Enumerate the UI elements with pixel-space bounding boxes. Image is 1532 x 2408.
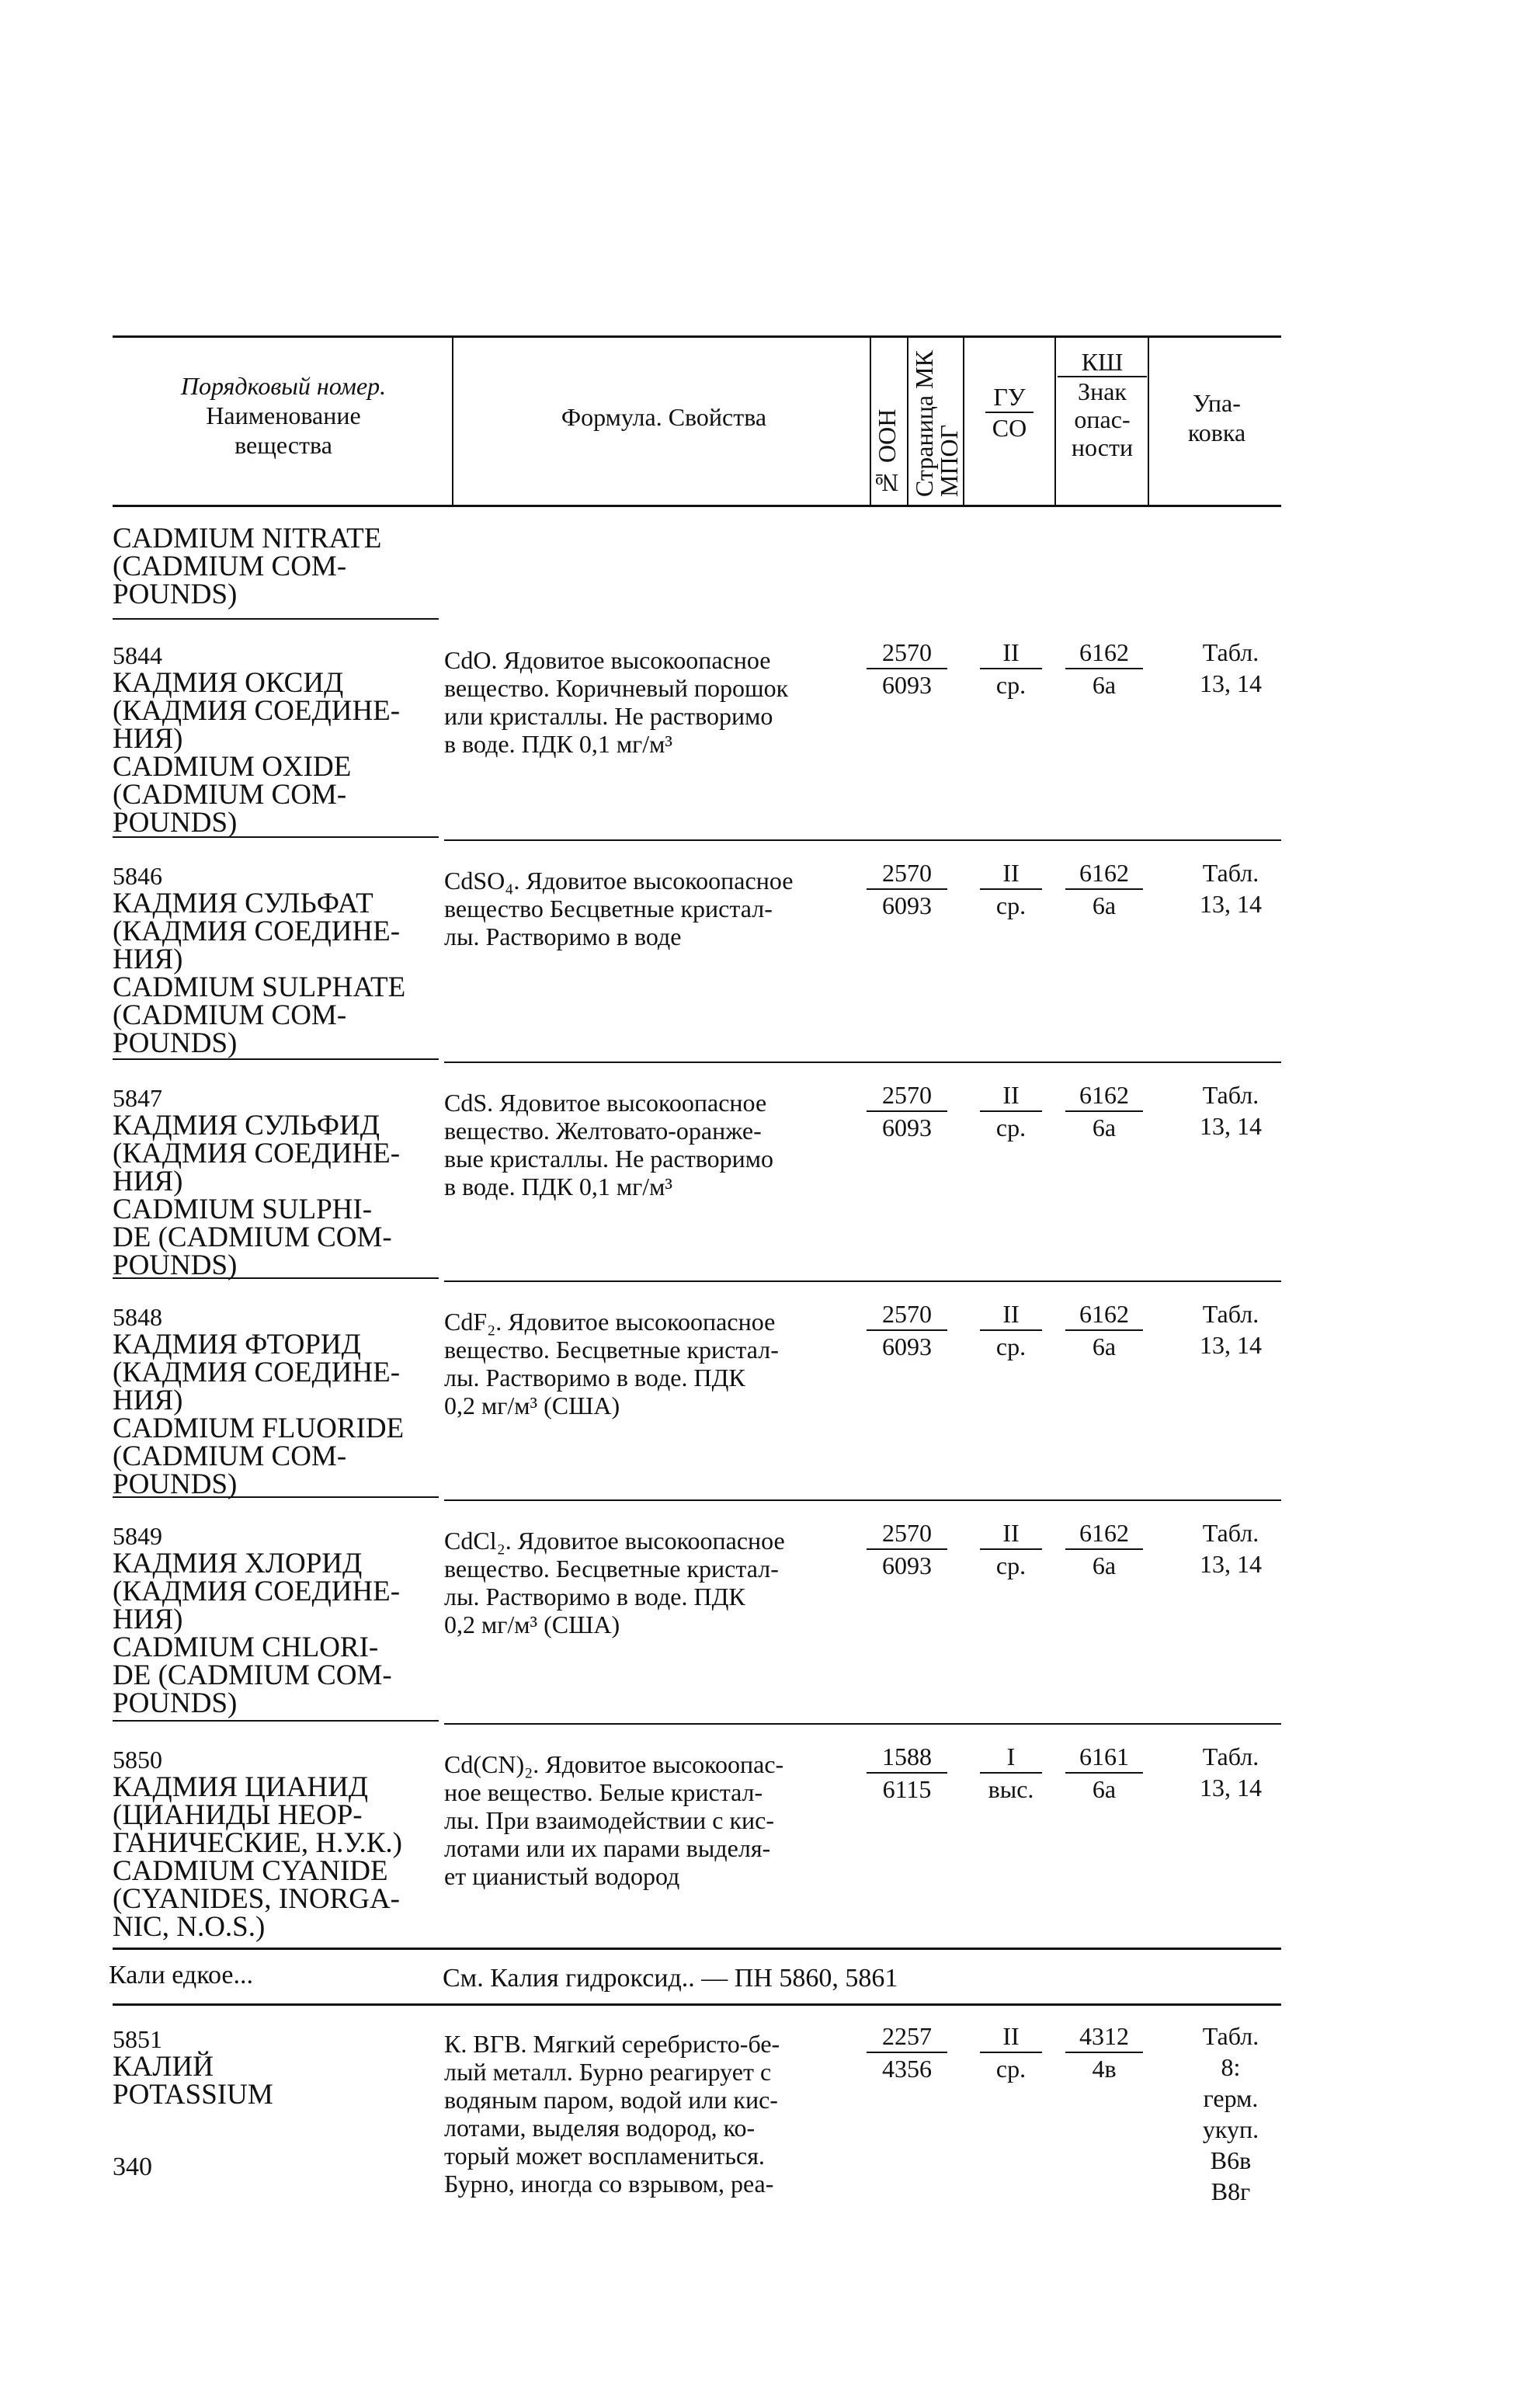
packing-line: Табл. [1202,1300,1259,1328]
co-value: ср. [995,671,1027,699]
entry-description-line: Бурно, иногда со взрывом, реа- [444,2170,774,2198]
crossref-top-rule [113,1948,1281,1950]
header-sign-line: ности [1071,433,1134,461]
entry-name [113,641,439,837]
entry-rule-long [444,1280,1281,1282]
un-page-fraction [867,1298,947,1362]
packing-line: Табл. [1202,859,1259,887]
header-col-name-italic: Порядковый номер. [180,372,387,400]
entry-name-line: КАЛИЙ [113,2051,214,2083]
entry-number: 5849 [113,1522,162,1550]
un-page-fraction [867,2021,947,2084]
entry-name-line: КАДМИЯ ХЛОРИД [113,1548,363,1579]
hazard-sign: 6а [1092,1114,1117,1141]
packing-line: 13, 14 [1200,1550,1262,1578]
gu-co-fraction [980,1741,1042,1805]
un-page-fraction [867,1741,947,1805]
un-number: 2570 [867,637,947,669]
entry-description-line: вещество. Бесцветные кристал- [444,1555,779,1583]
gu-value: I [980,1741,1042,1774]
packing [1172,637,1289,699]
entry-name [113,2025,439,2109]
header-sign-line: опас- [1074,405,1131,433]
entry-name-line: (CYANIDES, INORGA- [113,1883,400,1915]
entry-name-line: КАДМИЯ ФТОРИД [113,1329,361,1360]
header-pack-line: ковка [1187,419,1246,447]
header-kem: КШ [1058,348,1147,377]
entry-name-line: (CADMIUM COM- [113,1440,347,1472]
entry-description [444,646,867,758]
gu-value: II [980,637,1042,669]
crossref-text: См. Калия гидроксид.. — ПН 5860, 5861 [443,1964,898,1993]
kem-sign-fraction [1065,2021,1143,2084]
mk-page: 6093 [882,1551,932,1579]
gu-value: II [980,1079,1042,1112]
entry-name-line: КАДМИЯ ЦИАНИД [113,1771,369,1803]
entry-number: 5847 [113,1084,162,1112]
entry-description-line: вые кристаллы. Не растворимо [444,1145,773,1173]
header-divider [452,335,453,505]
packing-line: 8: [1221,2053,1241,2081]
entry-rule [113,618,439,620]
packing [1172,1517,1289,1579]
entry-description-line: вещество Бесцветные кристал- [444,895,773,923]
un-number: 2570 [867,1298,947,1331]
entry-name-line: POTASSIUM [113,2079,273,2111]
header-col-formula: Формула. Свойства [561,403,767,431]
entry-name [113,862,439,1058]
entry-description [444,867,867,950]
un-number: 1588 [867,1741,947,1774]
entry-name [113,1746,439,1941]
packing-line: Табл. [1202,1743,1259,1770]
packing-line: 13, 14 [1200,890,1262,918]
mk-page: 6093 [882,1114,932,1141]
packing-line: В6в [1210,2146,1252,2174]
entry-description-line: в воде. ПДК 0,1 мг/м³ [444,1173,672,1201]
entry-description [444,1089,867,1201]
co-value: ср. [995,1114,1027,1141]
entry-name-line: NIC, N.O.S.) [113,1911,266,1943]
header-gu: ГУ [985,382,1033,413]
entry-description-line: торый может воспламениться. [444,2142,765,2170]
entry-description-line: Cd(CN)₂. Ядовитое высокоопас- [444,1750,784,1778]
entry-description-line: лы. Растворимо в воде [444,923,682,950]
entry-description-line: 0,2 мг/м³ (США) [444,1392,620,1419]
entry-description-line: в воде. ПДК 0,1 мг/м³ [444,730,672,758]
mk-page: 6115 [882,1775,932,1803]
kem-value: 6162 [1065,637,1143,669]
header-sign-line: Знак [1078,377,1127,405]
entry-name-line: DE (CADMIUM COM- [113,1659,392,1691]
entry-name-line: POUNDS) [113,1249,238,1281]
entry-description-line: лы. Растворимо в воде. ПДК [444,1583,745,1611]
packing-line: Табл. [1202,638,1259,666]
kem-value: 4312 [1065,2021,1143,2053]
continuation-line: POUNDS) [113,579,238,610]
kem-sign-fraction [1065,1517,1143,1581]
gu-co-fraction [980,1298,1042,1362]
entry-name-line: (КАДМИЯ СОЕДИНЕ- [113,916,401,947]
entry-rule-short [113,1496,439,1498]
gu-co-fraction [980,637,1042,700]
header-col-pack [1151,388,1283,447]
entry-name-line: КАДМИЯ СУЛЬФИД [113,1110,380,1141]
entry-name-line: (КАДМИЯ СОЕДИНЕ- [113,1357,401,1388]
header-pack-line: Упа- [1193,389,1241,417]
entry-description-line: вещество. Коричневый порошок [444,674,789,702]
packing-line: 13, 14 [1200,669,1262,697]
co-value: ср. [995,2055,1027,2083]
entry-description-line: ет цианистый водород [444,1862,680,1890]
entry-number: 5844 [113,641,162,669]
un-page-fraction [867,857,947,921]
entry-name-line: НИЯ) [113,723,183,755]
hazard-sign: 6а [1092,891,1117,919]
kem-sign-fraction [1065,637,1143,700]
entry-name-line: DE (CADMIUM COM- [113,1221,392,1253]
entry-name-line: CADMIUM CHLORI- [113,1631,379,1663]
mk-page: 6093 [882,671,932,699]
header-col-gu [967,382,1052,443]
entry-name-line: КАДМИЯ СУЛЬФАТ [113,888,373,919]
entry-rule-short [113,1720,439,1722]
packing [1172,1741,1289,1803]
gu-co-fraction [980,857,1042,921]
entry-name-line: ГАНИЧЕСКИЕ, Н.У.К.) [113,1827,402,1859]
entry-rule-short [113,1277,439,1279]
packing-line: 13, 14 [1200,1774,1262,1802]
entry-description-line: ное вещество. Белые кристал- [444,1778,763,1806]
entry-name-line: CADMIUM FLUORIDE [113,1412,405,1444]
entry-description-line: лотами или их парами выделя- [444,1834,771,1862]
entry-description-line: лотами, выделяя водород, ко- [444,2114,756,2142]
kem-sign-fraction [1065,857,1143,921]
gu-value: II [980,2021,1042,2053]
entry-name-line: НИЯ) [113,1166,183,1197]
un-number: 2570 [867,1517,947,1550]
entry-description-line: вещество. Бесцветные кристал- [444,1336,779,1364]
entry-rule-long [444,839,1281,841]
hazard-sign: 6а [1092,671,1117,699]
entry-description-line: лый металл. Бурно реагирует с [444,2058,772,2086]
entry-description-line: 0,2 мг/м³ (США) [444,1611,620,1638]
gu-value: II [980,1298,1042,1331]
kem-sign-fraction [1065,1079,1143,1143]
entry-number: 5848 [113,1303,162,1331]
entry-description [444,2030,867,2198]
continuation-line: CADMIUM NITRATE [113,523,382,554]
entry-description-line: CdO. Ядовитое высокоопасное [444,646,771,674]
kem-value: 6162 [1065,1079,1143,1112]
entry-name-line: CADMIUM SULPHATE [113,971,406,1003]
entry-rule-long [444,1062,1281,1063]
mk-page: 6093 [882,1333,932,1360]
entry-rule-short [113,836,439,838]
entry-name-line: (КАДМИЯ СОЕДИНЕ- [113,1138,401,1169]
header-col-name-line: Наименование [206,401,361,429]
header-col-page: Страница МК МПОГ [910,350,963,497]
entry-description-line: CdF₂. Ядовитое высокоопасное [444,1308,776,1336]
entry-name [113,1522,439,1718]
packing [1172,2021,1289,2207]
entry-description-line: CdS. Ядовитое высокоопасное [444,1089,767,1117]
entry-name [113,1303,439,1499]
entry-description-line: водяным паром, водой или кис- [444,2086,778,2114]
entry-name-line: (КАДМИЯ СОЕДИНЕ- [113,695,401,727]
entry-description [444,1308,867,1419]
crossref-bottom-rule [113,2003,1281,2006]
entry-description-line: или кристаллы. Не растворимо [444,702,773,730]
entry-name-line: НИЯ) [113,943,183,975]
gu-co-fraction [980,2021,1042,2084]
packing [1172,857,1289,919]
gu-value: II [980,857,1042,890]
packing-line: укуп. [1202,2115,1259,2143]
header-col-name [116,371,450,460]
hazard-sign: 6а [1092,1775,1117,1803]
continuation-line: (CADMIUM COM- [113,551,347,582]
entry-name-line: (ЦИАНИДЫ НЕОР- [113,1799,363,1831]
entry-name-line: POUNDS) [113,1687,238,1719]
entry-number: 5850 [113,1746,162,1774]
header-col-name-line: вещества [234,431,332,459]
hazard-sign: 6а [1092,1333,1117,1360]
entry-name-line: НИЯ) [113,1385,183,1416]
kem-value: 6162 [1065,857,1143,890]
kem-sign-fraction [1065,1298,1143,1362]
entry-name-line: (CADMIUM COM- [113,999,347,1031]
entry-name-line: НИЯ) [113,1604,183,1635]
packing-line: Табл. [1202,2022,1259,2050]
packing-line: Табл. [1202,1081,1259,1109]
crossref-name: Кали едкое... [109,1961,254,1989]
entry-number: 5851 [113,2025,162,2053]
gu-co-fraction [980,1079,1042,1143]
entry-description [444,1750,867,1890]
hazard-sign: 4в [1092,2055,1117,2083]
entry-name-line: КАДМИЯ ОКСИД [113,667,344,699]
co-value: ср. [995,1551,1027,1579]
hazard-sign: 6а [1092,1551,1117,1579]
entry-name-line: (КАДМИЯ СОЕДИНЕ- [113,1576,401,1607]
un-number: 2570 [867,857,947,890]
entry-rule-short [113,1058,439,1060]
entry-description-line: К. ВГВ. Мягкий серебристо-бе- [444,2030,780,2058]
continuation-name [113,525,439,609]
header-col-kem [1058,348,1147,461]
entry-rule-long [444,1723,1281,1725]
header-divider [1148,335,1149,505]
header-bottom-rule [113,505,1281,507]
entry-name-line: POUNDS) [113,1468,238,1500]
co-value: ср. [995,1333,1027,1360]
entry-description-line: вещество. Желтовато-оранже- [444,1117,762,1145]
co-value: выс. [988,1775,1034,1803]
entry-description-line: CdSO₄. Ядовитое высокоопасное [444,867,794,895]
entry-name-line: CADMIUM SULPHI- [113,1194,373,1225]
header-divider [1054,335,1056,505]
co-value: ср. [995,891,1027,919]
kem-value: 6162 [1065,1517,1143,1550]
entry-number: 5846 [113,862,162,890]
un-number: 2257 [867,2021,947,2053]
header-divider [907,335,908,505]
entry-description-line: лы. Растворимо в воде. ПДК [444,1364,745,1392]
mk-page: 4356 [882,2055,932,2083]
entry-description [444,1527,867,1638]
gu-value: II [980,1517,1042,1550]
kem-value: 6161 [1065,1741,1143,1774]
header-divider [870,335,871,505]
header-co: СО [992,414,1027,442]
packing-line: Табл. [1202,1519,1259,1547]
un-number: 2570 [867,1079,947,1112]
header-divider [963,335,964,505]
packing [1172,1298,1289,1360]
entry-name-line: CADMIUM CYANIDE [113,1855,388,1887]
mk-page: 6093 [882,891,932,919]
entry-name-line: POUNDS) [113,1027,238,1059]
entry-name-line: (CADMIUM COM- [113,779,347,811]
packing-line: герм. [1203,2084,1259,2112]
entry-description-line: CdCl₂. Ядовитое высокоопасное [444,1527,785,1555]
entry-description-line: лы. При взаимодействии с кис- [444,1806,774,1834]
packing [1172,1079,1289,1141]
un-page-fraction [867,1079,947,1143]
un-page-fraction [867,1517,947,1581]
gu-co-fraction [980,1517,1042,1581]
entry-name-line: CADMIUM OXIDE [113,751,352,783]
packing-line: 13, 14 [1200,1331,1262,1359]
packing-line: В8г [1211,2177,1251,2205]
header-top-rule [113,335,1281,338]
entry-name-line: POUNDS) [113,807,238,839]
kem-sign-fraction [1065,1741,1143,1805]
page-number: 340 [113,2153,152,2181]
packing-line: 13, 14 [1200,1112,1262,1140]
entry-name [113,1084,439,1280]
kem-value: 6162 [1065,1298,1143,1331]
entry-rule-long [444,1499,1281,1501]
un-page-fraction [867,637,947,700]
header-col-un: № ООН [873,408,901,497]
